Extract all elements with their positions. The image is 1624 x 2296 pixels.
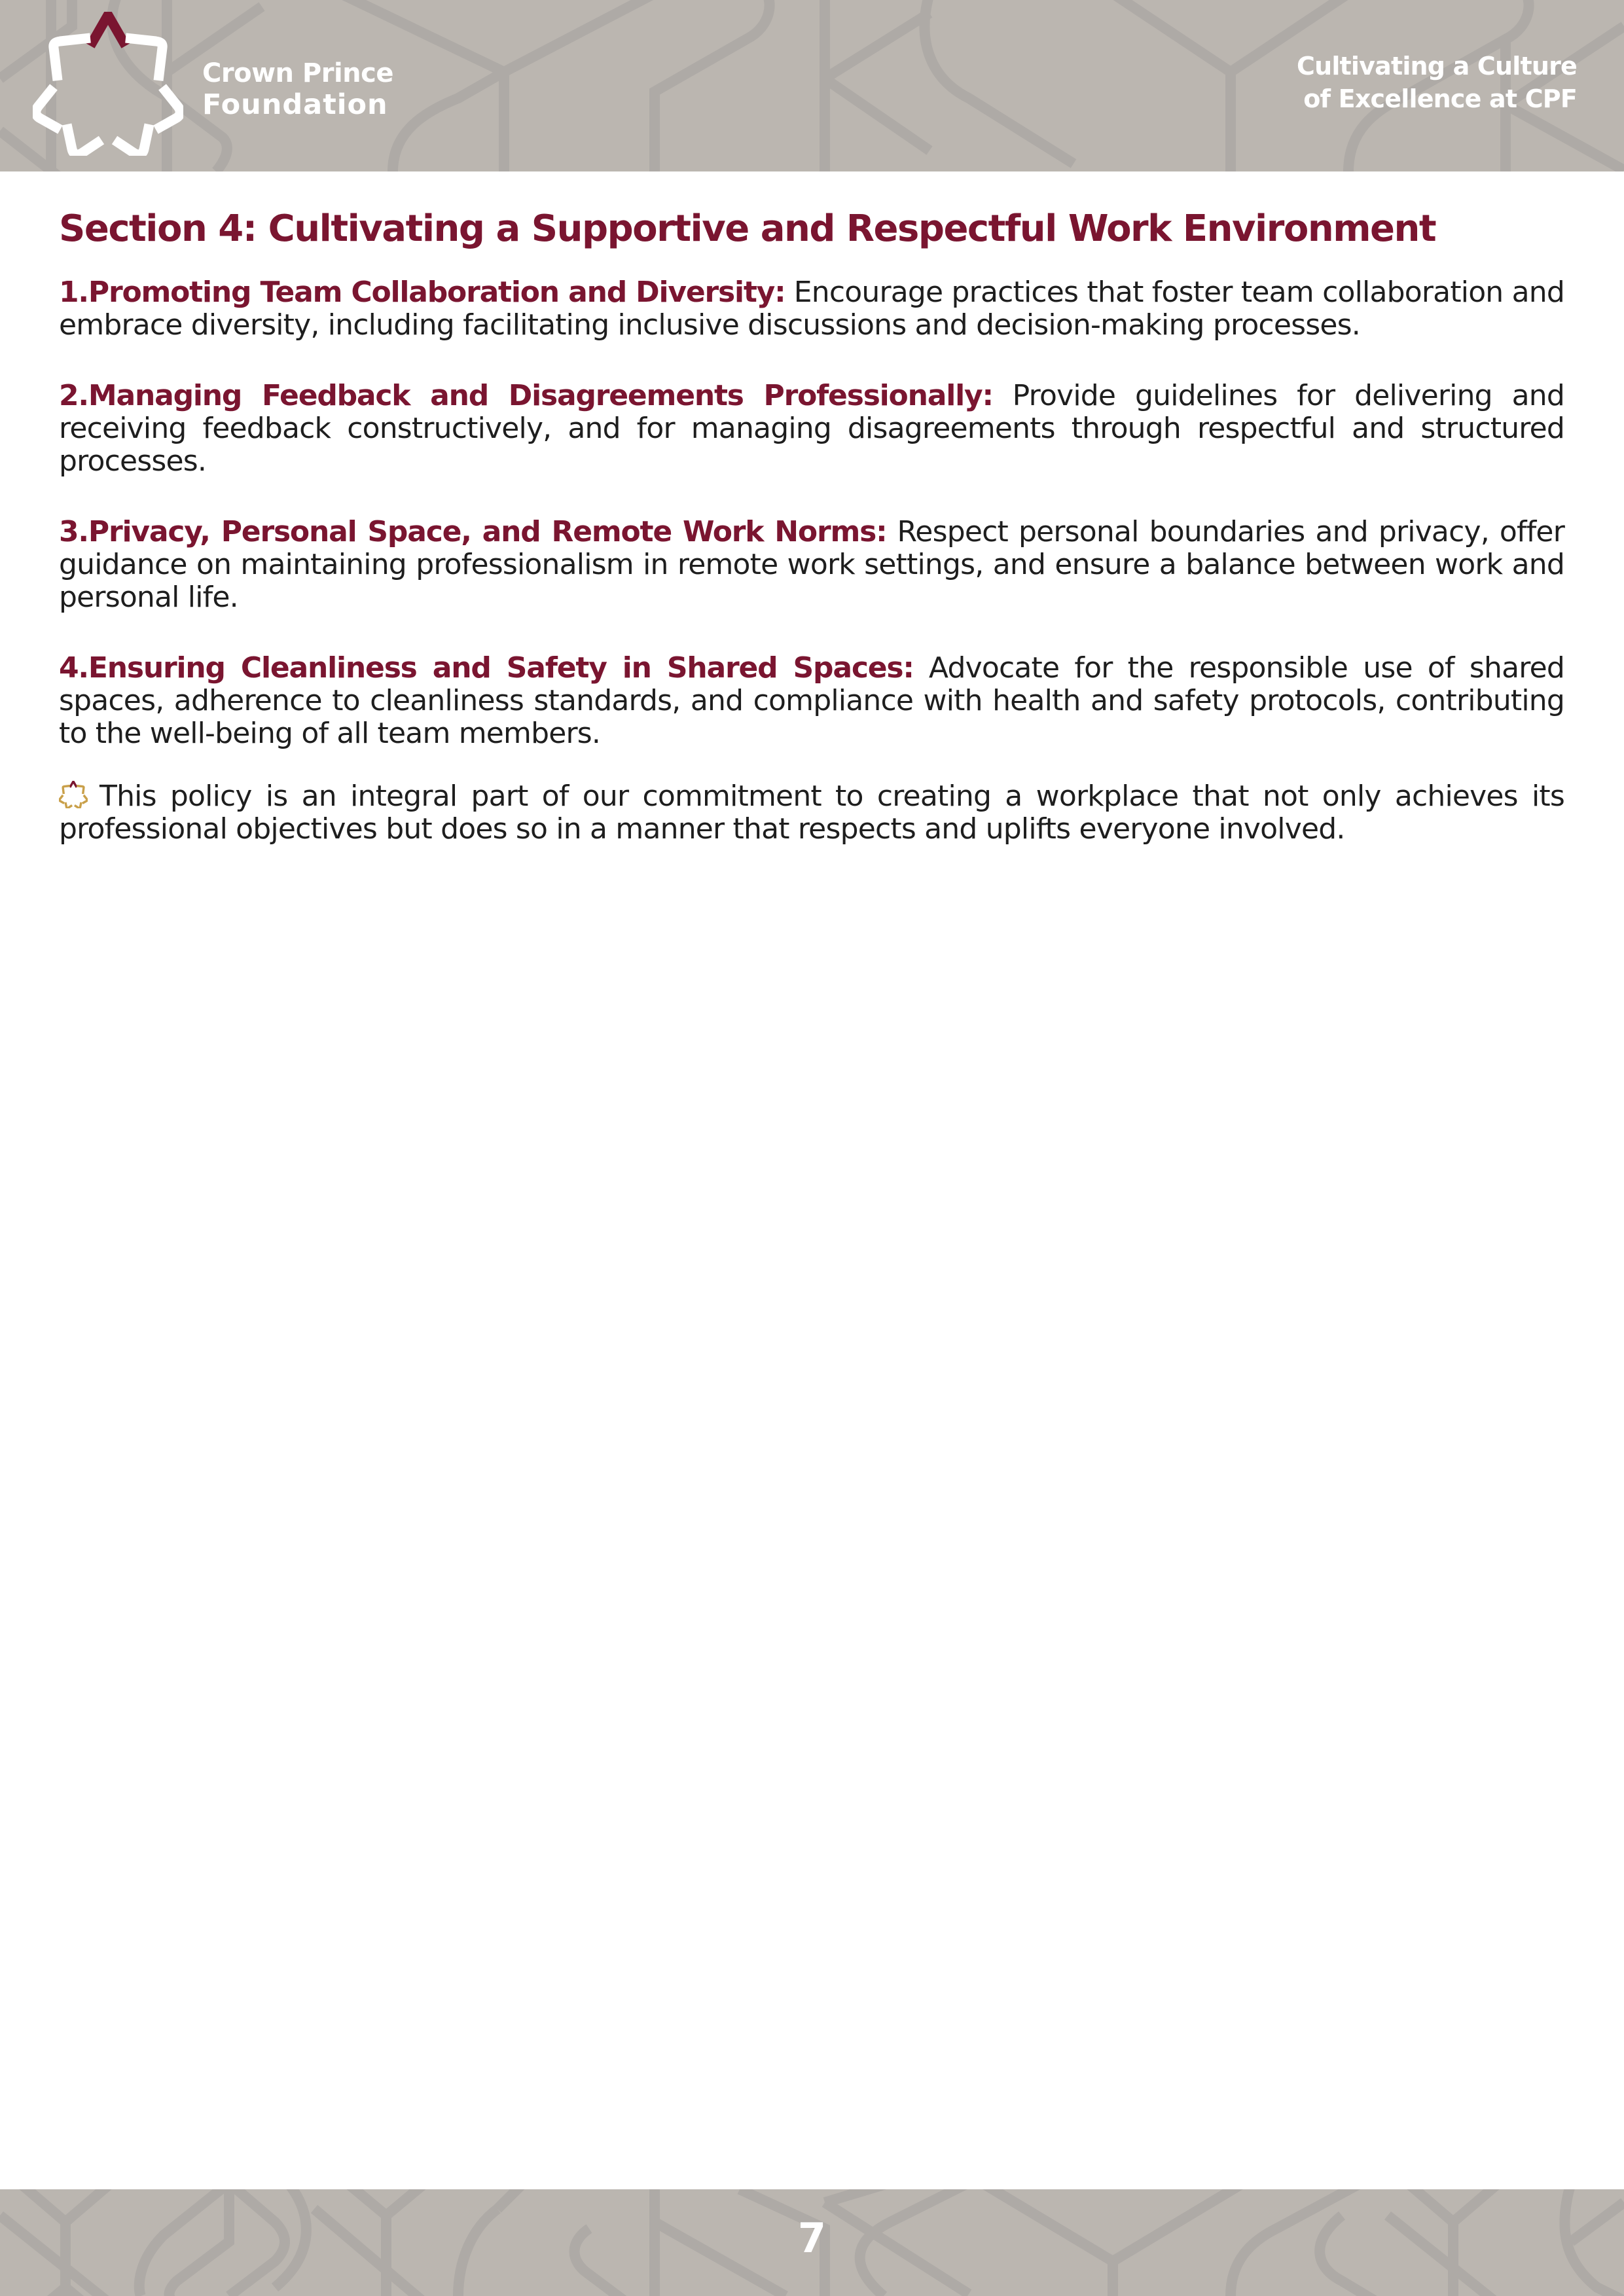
- policy-item-heading: 2.Managing Feedback and Disagreements Professionally:: [59, 379, 993, 412]
- policy-item-text: Encourage practices that foster team collaboration and embrace diversity, including facilitating inclusive discussions and decision-making processes.: [59, 276, 1564, 342]
- page-footer: [0, 2189, 1624, 2296]
- policy-item-heading: 3.Privacy, Personal Space, and Remote Work Norms:: [59, 515, 887, 548]
- document-title-line1: Cultivating a Culture: [1296, 52, 1577, 81]
- page-header: [0, 0, 1624, 171]
- document-title: [1297, 50, 1577, 115]
- policy-item-heading: 1.Promoting Team Collaboration and Diversity:: [59, 276, 785, 309]
- closing-statement: [59, 780, 1564, 846]
- document-title-line2: of Excellence at CPF: [1303, 84, 1577, 113]
- section-title: Section 4: Cultivating a Supportive and Respectful Work Environment: [59, 207, 1436, 250]
- policy-item: [59, 380, 1564, 478]
- policy-item-text: Provide guidelines for delivering and receiving feedback constructively, and for managing disagreements through respectful and structured processes.: [59, 379, 1564, 478]
- policy-item: [59, 516, 1564, 614]
- brand-name-line1: Crown Prince: [202, 58, 393, 88]
- brand-name: [202, 58, 393, 120]
- policy-item-heading: 4.Ensuring Cleanliness and Safety in Shared Spaces:: [59, 651, 914, 685]
- crown-prince-foundation-mini-logo-icon: [59, 781, 88, 808]
- policy-item: [59, 276, 1564, 342]
- crown-prince-foundation-logo-icon: [33, 12, 183, 156]
- policy-item-text: Advocate for the responsible use of shared spaces, adherence to cleanliness standards, and compliance with health and safety protocols, contributing to the well-being of all team members.: [59, 651, 1564, 750]
- page-number: 7: [797, 2214, 827, 2262]
- policy-item: [59, 652, 1564, 750]
- brand-name-line2: Foundation: [202, 88, 388, 121]
- closing-statement-text: This policy is an integral part of our commitment to creating a workplace that not only achieves its professional objectives but does so in a manner that respects and uplifts everyone involved.: [59, 780, 1564, 846]
- page-content: [59, 203, 1564, 846]
- policy-item-text: Respect personal boundaries and privacy, offer guidance on maintaining professionalism in remote work settings, and ensure a balance between work and personal life.: [59, 515, 1564, 614]
